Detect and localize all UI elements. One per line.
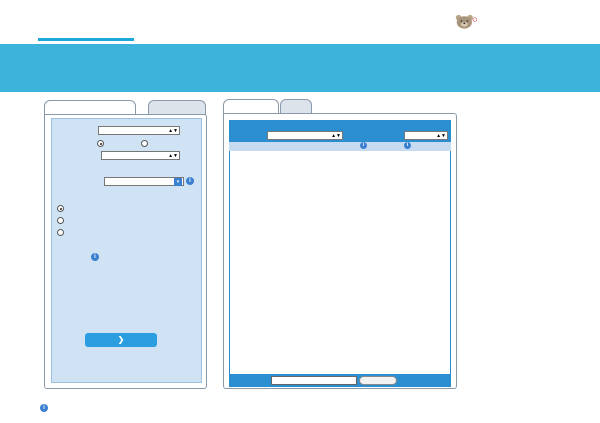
sort-bar xyxy=(229,130,451,142)
tab-drugs[interactable] xyxy=(280,99,312,114)
tab-enter-clinical-features[interactable] xyxy=(44,100,136,115)
get-checklist-button[interactable]: ❯ xyxy=(85,333,157,347)
travel-info-icon[interactable]: i xyxy=(186,177,194,185)
results-subheader xyxy=(229,142,451,151)
feedback-input[interactable] xyxy=(271,376,357,385)
gender-male-radio[interactable] xyxy=(141,140,148,147)
pregnancy-select[interactable]: ▲▼ xyxy=(101,151,180,160)
results-title xyxy=(229,120,451,130)
age-select[interactable]: ▲▼ xyxy=(98,126,180,135)
logo-underline xyxy=(38,38,134,41)
tab-diagnoses[interactable] xyxy=(223,99,279,114)
sort-by-select[interactable]: ▲▼ xyxy=(267,131,343,140)
relevance-info-icon[interactable]: i xyxy=(360,142,367,149)
gender-female-radio[interactable] xyxy=(97,140,104,147)
features-prompt xyxy=(56,244,204,254)
category-info-icon[interactable]: i xyxy=(404,142,411,149)
nav-bar xyxy=(0,44,600,92)
teddy-bear-icon xyxy=(452,4,508,38)
show-causative-drugs-radio[interactable] xyxy=(57,217,64,224)
show-bioterrorist-radio[interactable] xyxy=(57,229,64,236)
footer-text xyxy=(38,401,46,411)
features-info-icon[interactable]: i xyxy=(91,253,99,261)
travel-history-select[interactable]: ▾ xyxy=(104,177,184,186)
footer-info-icon[interactable]: i xyxy=(40,404,48,412)
submit-button[interactable] xyxy=(359,376,397,385)
tab-synonyms[interactable] xyxy=(148,100,206,115)
results-list-area xyxy=(229,120,451,386)
show-diagnoses-radio[interactable] xyxy=(57,205,64,212)
header xyxy=(0,0,600,42)
action-select[interactable]: ▲▼ xyxy=(404,131,448,140)
